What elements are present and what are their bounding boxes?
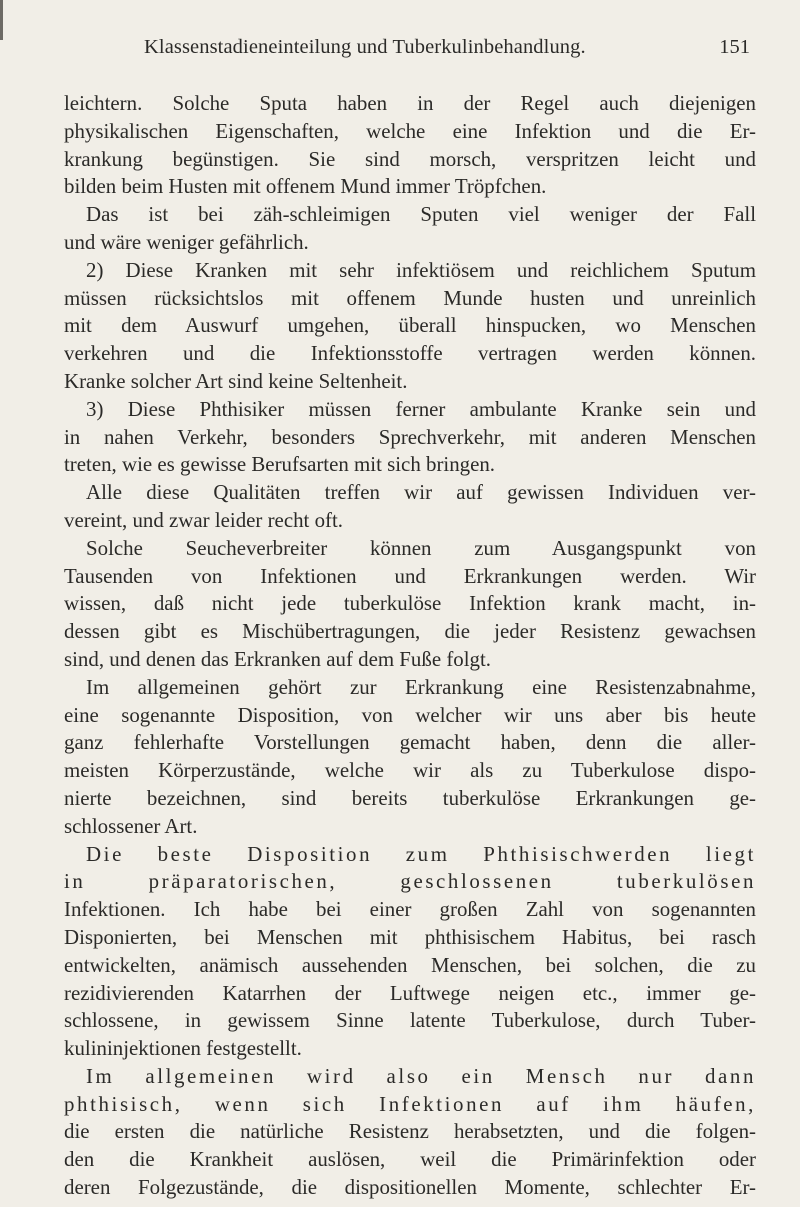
- text-line: meisten Körperzustände, welche wir als zu Tuberkulose dispo-: [64, 758, 756, 783]
- text-line: die ersten die natürliche Resistenz herabsetzten, und die folgen-: [64, 1119, 756, 1144]
- text-line: und wäre weniger gefährlich.: [64, 229, 309, 254]
- text-line: wissen, daß nicht jede tuberkulöse Infektion krank macht, in-: [64, 591, 756, 616]
- spaced-text-line: Im allgemeinen wird also ein Mensch nur dann: [86, 1063, 756, 1088]
- text-line: sind, und denen das Erkranken auf dem Fuße folgt.: [64, 646, 491, 671]
- text-line: dessen gibt es Mischübertragungen, die jeder Resistenz gewachsen: [64, 619, 756, 644]
- text-line: mit dem Auswurf umgehen, überall hinspucken, wo Menschen: [64, 313, 756, 338]
- text-line: Solche Seucheverbreiter können zum Ausgangspunkt von: [86, 535, 756, 560]
- text-line: Kranke solcher Art sind keine Seltenheit.: [64, 368, 408, 393]
- text-line: müssen rücksichtslos mit offenem Munde husten und unreinlich: [64, 285, 756, 310]
- text-line: nierte bezeichnen, sind bereits tuberkulöse Erkrankungen ge-: [64, 785, 756, 810]
- spaced-text-line: Die beste Disposition zum Phthisischwerden liegt: [86, 841, 756, 866]
- text-line: kulininjektionen festgestellt.: [64, 1036, 302, 1061]
- text-line: den die Krankheit auslösen, weil die Primärinfektion oder: [64, 1147, 756, 1172]
- page-header: [60, 36, 750, 70]
- text-line: rezidivierenden Katarrhen der Luftwege neigen etc., immer ge-: [64, 980, 756, 1005]
- text-line: schlossene, in gewissem Sinne latente Tuberkulose, durch Tuber-: [64, 1008, 756, 1033]
- text-line: physikalischen Eigenschaften, welche eine Infektion und die Er-: [64, 118, 756, 143]
- text-line: schlossener Art.: [64, 813, 198, 838]
- text-line: entwickelten, anämisch aussehenden Menschen, bei solchen, die zu: [64, 952, 756, 977]
- text-line: Alle diese Qualitäten treffen wir auf gewissen Individuen ver-: [86, 480, 756, 505]
- text-line: Disponierten, bei Menschen mit phthisischem Habitus, bei rasch: [64, 924, 756, 949]
- text-line: verkehren und die Infektionsstoffe vertragen werden können.: [64, 341, 756, 366]
- text-line: Das ist bei zäh-schleimigen Sputen viel weniger der Fall: [86, 202, 756, 227]
- text-line: Im allgemeinen gehört zur Erkrankung eine Resistenzabnahme,: [86, 674, 756, 699]
- text-line: ganz fehlerhafte Vorstellungen gemacht haben, denn die aller-: [64, 730, 756, 755]
- text-line: treten, wie es gewisse Berufsarten mit sich bringen.: [64, 452, 496, 477]
- text-line: leichtern. Solche Sputa haben in der Regel auch diejenigen: [64, 91, 756, 115]
- text-line: Infektionen. Ich habe bei einer großen Zahl von sogenannten: [64, 897, 756, 922]
- text-line: 3) Diese Phthisiker müssen ferner ambulante Kranke sein und: [86, 396, 756, 421]
- text-line: krankung begünstigen. Sie sind morsch, verspritzen leicht und: [64, 146, 756, 171]
- body-text: [64, 90, 756, 1202]
- spaced-text-line: in präparatorischen, geschlossenen tuberkulösen: [64, 869, 756, 894]
- text-line: Tausenden von Infektionen und Erkrankungen werden. Wir: [64, 563, 756, 588]
- running-title: Klassenstadieneinteilung und Tuberkulinbehandlung.: [144, 36, 586, 58]
- text-line: eine sogenannte Disposition, von welcher wir uns aber bis heute: [64, 702, 756, 727]
- page-number: 151: [719, 36, 750, 58]
- text-line: in nahen Verkehr, besonders Sprechverkehr, mit anderen Menschen: [64, 424, 756, 449]
- text-line: deren Folgezustände, die dispositionellen Momente, schlechter Er-: [64, 1175, 756, 1200]
- text-line: 2) Diese Kranken mit sehr infektiösem und reichlichem Sputum: [86, 257, 756, 282]
- text-line: vereint, und zwar leider recht oft.: [64, 507, 343, 532]
- page-edge-fold: [0, 0, 3, 40]
- text-line: bilden beim Husten mit offenem Mund immer Tröpfchen.: [64, 174, 547, 199]
- spaced-text-line: phthisisch, wenn sich Infektionen auf ihm häufen,: [64, 1091, 756, 1116]
